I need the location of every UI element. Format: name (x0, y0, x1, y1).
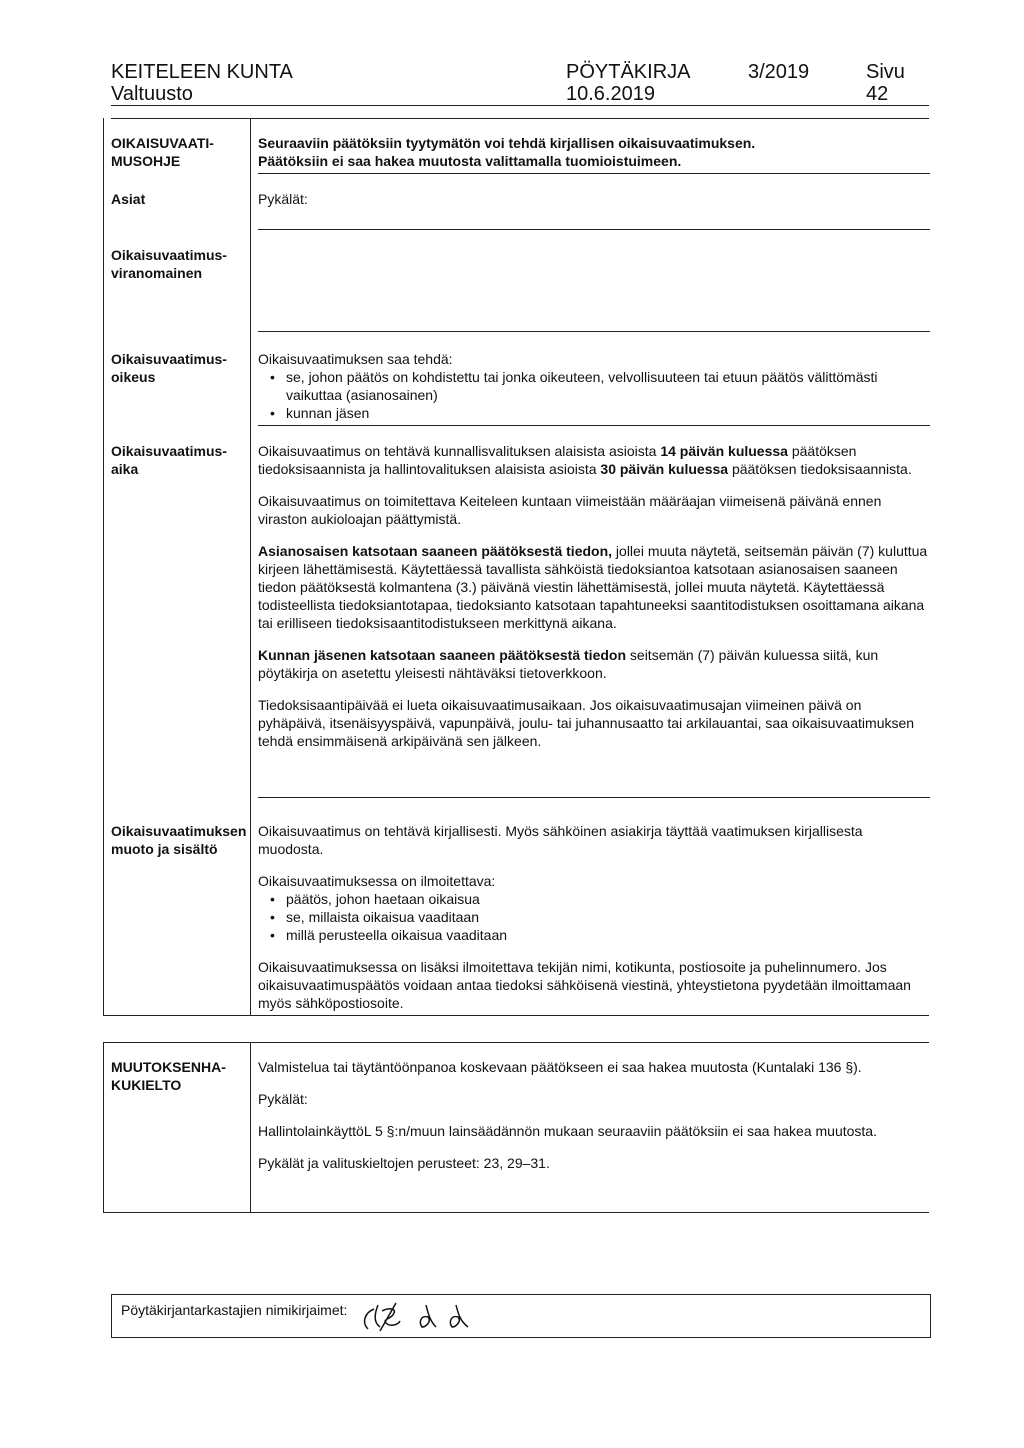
section-label-muoto: Oikaisuvaatimuksen muoto ja sisältö (111, 823, 247, 857)
signature-label: Pöytäkirjantarkastajien nimikirjaimet: (121, 1302, 348, 1318)
oikeus-intro: Oikaisuvaatimuksen saa tehdä: (258, 351, 453, 367)
aika-paragraph-4 (258, 646, 930, 682)
kielto-top-rule (103, 1042, 929, 1043)
kielto-bottom-rule (103, 1212, 929, 1213)
document-type: PÖYTÄKIRJA (566, 61, 691, 83)
rule-after-oikeus (258, 425, 930, 426)
section-label-aika: Oikaisuvaatimus- aika (111, 443, 227, 477)
muoto-content (258, 822, 930, 1012)
page-number: 42 (866, 83, 889, 105)
kielto-content (258, 1058, 930, 1172)
aika-p1-text-c: päätöksen tiedoksisaannista ja hallintovalituksen alaisista asioista (258, 443, 857, 477)
oikeus-content (258, 350, 930, 422)
aika-p1-text-a: Oikaisuvaatimus on tehtävä kunnallisvalituksen alaisista asioista (258, 443, 661, 459)
kielto-paragraph-1: Valmistelua tai täytäntöönpanoa koskevaan päätökseen ei saa hakea muutosta (Kuntalaki 136 §). (258, 1059, 862, 1075)
aika-paragraph-5: Tiedoksisaantipäivää ei lueta oikaisuvaatimusaikaan. Jos oikaisuvaatimusajan viimeinen päivä on pyhäpäivä, itsenäisyyspäivä, vapunpäivä, joulu- tai juhannusaatto tai arkilauantai, saa oikaisuvaatimuksen tehdä ensimmäisenä arkipäivänä sen jälkeen. (258, 697, 915, 749)
aika-p4-bold: Kunnan jäsenen katsotaan saaneen päätöksestä tiedon (258, 647, 627, 663)
oikeus-bullet-1: • se, johon päätös on kohdistettu tai jonka oikeuteen, velvollisuuteen tai etuun päätös välittömästi vaikuttaa (asianosainen) (258, 368, 930, 404)
section-label-kielto: MUUTOKSENHA- KUKIELTO (111, 1059, 226, 1093)
aika-p1-deadline-14: 14 päivän kuluessa (660, 443, 788, 459)
table-left-border (103, 118, 104, 1015)
aika-p4-text: seitsemän (7) päivän kuluessa siitä, kun pöytäkirja on asetettu yleisesti nähtäväksi tietoverkkoon. (258, 647, 879, 681)
aika-p1-text-e: päätöksen tiedoksisaannista. (728, 461, 912, 477)
asiat-pykalat: Pykälät: (258, 191, 308, 207)
muoto-bullet-3: • millä perusteella oikaisua vaaditaan (258, 926, 930, 944)
muoto-paragraph-2: Oikaisuvaatimuksessa on ilmoitettava: (258, 873, 496, 889)
rule-after-viranomainen (258, 331, 930, 332)
kielto-column-divider (250, 1042, 251, 1212)
ohje-line-2: Päätöksiin ei saa hakea muutosta valittamalla tuomioistuimeen. (258, 153, 682, 169)
kielto-paragraph-4: Pykälät ja valituskieltojen perusteet: 23, 29–31. (258, 1155, 550, 1171)
handwritten-initials (356, 1297, 496, 1337)
muoto-list (258, 890, 930, 944)
aika-p3-text: jollei muuta näytetä, seitsemän päivän (7) kuluttua kirjeen lähettämisestä. Käytettäessä tavallista sähköistä tiedoksiantoa katsotaan asianosaisen saaneen tiedon päätöksestä kolmantena (3.) päivänä viestin lähettämisestä, jollei muuta näytetä. Käytettäessä todisteellista tiedoksiantotapaa, tiedoksianto katsotaan tapahtuneeksi saantitodistuksen osoittamana aikana tai erilliseen tiedoksisaantitodistukseen merkittynä aikana. (258, 543, 928, 631)
aika-paragraph-3 (258, 542, 930, 632)
rule-after-ohje (258, 173, 930, 174)
signature-box (111, 1294, 931, 1338)
aika-content (258, 442, 930, 750)
muoto-bullet-2: • se, millaista oikaisua vaaditaan (258, 908, 930, 926)
oikeus-list (258, 368, 930, 422)
rule-after-muoto (103, 1015, 929, 1016)
header-rule (111, 105, 929, 106)
kielto-paragraph-2: Pykälät: (258, 1091, 308, 1107)
rule-after-asiat (258, 229, 930, 230)
section-label-asiat: Asiat (111, 191, 146, 207)
ohje-line-1: Seuraaviin päätöksiin tyytymätön voi tehdä kirjallisen oikaisuvaatimuksen. (258, 135, 756, 151)
table-column-divider (250, 118, 251, 1015)
ohje-content (258, 134, 930, 170)
section-label-ohje: OIKAISUVAATI- MUSOHJE (111, 135, 214, 169)
kielto-left-border (103, 1042, 104, 1212)
kielto-paragraph-3: HallintolainkäyttöL 5 §:n/muun lainsäädännön mukaan seuraaviin päätöksiin ei saa hakea muutosta. (258, 1123, 877, 1139)
page-label: Sivu (866, 61, 905, 83)
aika-p1-deadline-30: 30 päivän kuluessa (600, 461, 729, 477)
section-label-viranomainen: Oikaisuvaatimus- viranomainen (111, 247, 227, 281)
table-top-rule (111, 118, 929, 119)
aika-paragraph-2: Oikaisuvaatimus on toimitettava Keiteleen kuntaan viimeistään määräajan viimeisenä päivänä ennen viraston aukioloajan päättymistä. (258, 493, 882, 527)
muoto-paragraph-1: Oikaisuvaatimus on tehtävä kirjallisesti. Myös sähköinen asiakirja täyttää vaatimuksen kirjallisesta muodosta. (258, 823, 863, 857)
municipality-name: KEITELEEN KUNTA (111, 61, 293, 83)
aika-p3-bold: Asianosaisen katsotaan saaneen päätöksestä tiedon, (258, 543, 613, 559)
oikeus-bullet-2: • kunnan jäsen (258, 404, 930, 422)
muoto-paragraph-3: Oikaisuvaatimuksessa on lisäksi ilmoitettava tekijän nimi, kotikunta, postiosoite ja puhelinnumero. Jos oikaisuvaatimuspäätös voidaan antaa tiedoksi sähköisenä viestinä, yhteystietona pyydetään ilmoittamaan myös sähköpostiosoite. (258, 959, 911, 1011)
section-label-oikeus: Oikaisuvaatimus- oikeus (111, 351, 227, 385)
meeting-date: 10.6.2019 (566, 83, 655, 105)
muoto-bullet-1: • päätös, johon haetaan oikaisua (258, 890, 930, 908)
rule-after-aika (258, 797, 930, 798)
document-number: 3/2019 (748, 61, 810, 83)
body-name: Valtuusto (111, 83, 193, 105)
aika-paragraph-1 (258, 442, 930, 478)
